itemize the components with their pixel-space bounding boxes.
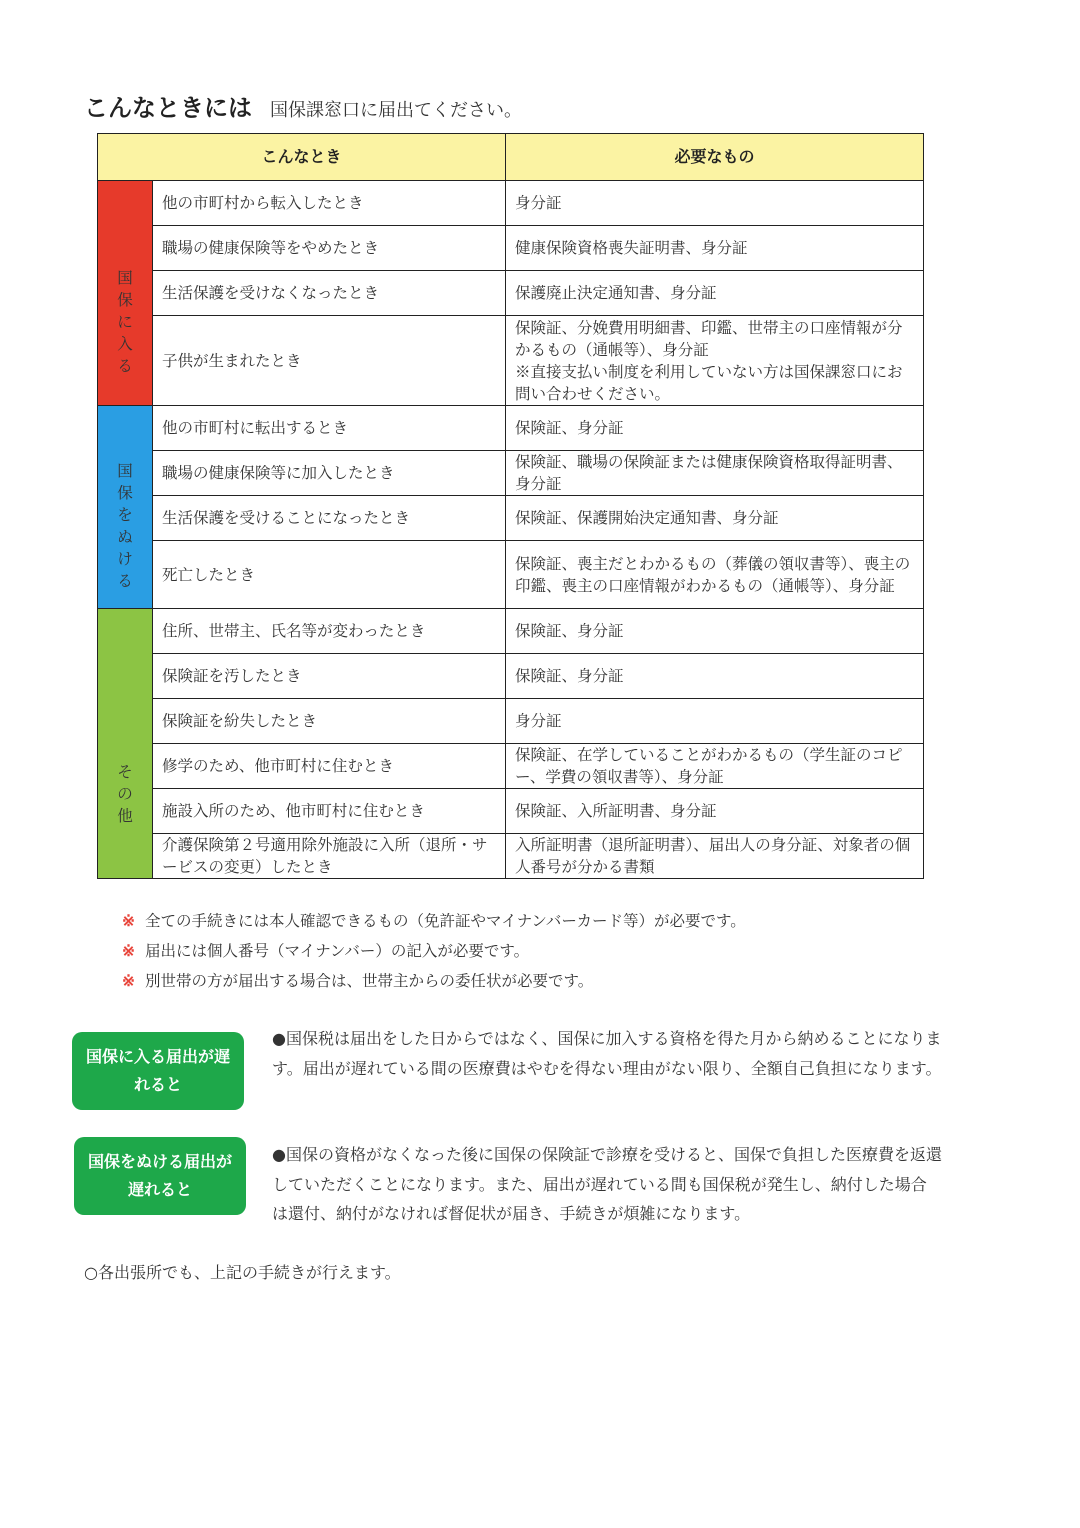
late-join-badge-label: 国保に入る届出が遅れると — [86, 1047, 231, 1094]
reference-mark-icon: ※ — [122, 971, 135, 990]
row-need: 保護廃止決定通知書、身分証 — [506, 271, 924, 316]
late-leave-badge — [74, 1137, 246, 1215]
row-when: 他の市町村から転入したとき — [153, 181, 506, 226]
row-when: 修学のため、他市町村に住むとき — [153, 744, 506, 789]
late-join-badge — [72, 1032, 244, 1110]
row-need: 保険証、身分証 — [506, 654, 924, 699]
header-need: 必要なもの — [506, 134, 924, 181]
procedure-table — [97, 133, 924, 879]
notes-list — [122, 906, 746, 996]
row-need: 保険証、在学していることがわかるもの（学生証のコピー、学費の領収書等）、身分証 — [506, 744, 924, 789]
row-need: 保険証、保護開始決定通知書、身分証 — [506, 496, 924, 541]
row-need-cell — [506, 316, 924, 406]
footer-note: ○各出張所でも、上記の手続きが行えます。 — [84, 1263, 401, 1282]
late-leave-text: ●国保の資格がなくなった後に国保の保険証で診療を受けると、国保で負担した医療費を返還していただくことになります。また、届出が遅れている間も国保税が発生し、納付した場合は還付、納付がなければ督促状が届き、手続きが煩雑になります。 — [272, 1145, 942, 1223]
row-need: 保険証、職場の保険証または健康保険資格取得証明書、身分証 — [506, 451, 924, 496]
row-need: 保険証、入所証明書、身分証 — [506, 789, 924, 834]
row-need: 身分証 — [506, 699, 924, 744]
row-when: 保険証を紛失したとき — [153, 699, 506, 744]
note-text: 別世帯の方が届出する場合は、世帯主からの委任状が必要です。 — [145, 972, 594, 990]
note-item — [122, 966, 746, 996]
page-title: こんなときには — [84, 94, 252, 122]
row-need: 保険証、喪主だとわかるもの（葬儀の領収書等）、喪主の印鑑、喪主の口座情報がわかるもの（通帳等）、身分証 — [506, 541, 924, 609]
group-other-label: その他 — [98, 609, 153, 879]
row-when: 職場の健康保険等をやめたとき — [153, 226, 506, 271]
row-when: 生活保護を受けなくなったとき — [153, 271, 506, 316]
page-subtitle: 国保課窓口に届出てください。 — [270, 100, 522, 121]
group-join-label: 国保に入る — [98, 181, 153, 406]
row-when: 他の市町村に転出するとき — [153, 406, 506, 451]
group-leave-label: 国保をぬける — [98, 406, 153, 609]
row-need: 保険証、身分証 — [506, 406, 924, 451]
row-when: 生活保護を受けることになったとき — [153, 496, 506, 541]
note-item — [122, 906, 746, 936]
reference-mark-icon: ※ — [122, 941, 135, 960]
late-join-text: ●国保税は届出をした日からではなく、国保に加入する資格を得た月から納めることになります。届出が遅れている間の医療費はやむを得ない理由がない限り、全額自己負担になります。 — [272, 1029, 942, 1078]
row-when: 子供が生まれたとき — [153, 316, 506, 406]
note-text: 届出には個人番号（マイナンバー）の記入が必要です。 — [145, 942, 530, 960]
row-when: 介護保険第２号適用除外施設に入所（退所・サービスの変更）したとき — [153, 834, 506, 879]
row-when: 職場の健康保険等に加入したとき — [153, 451, 506, 496]
row-need: 身分証 — [506, 181, 924, 226]
page-heading — [84, 88, 522, 123]
row-when: 保険証を汚したとき — [153, 654, 506, 699]
header-when: こんなとき — [98, 134, 506, 181]
row-when: 住所、世帯主、氏名等が変わったとき — [153, 609, 506, 654]
note-item — [122, 936, 746, 966]
reference-mark-icon: ※ — [122, 911, 135, 930]
row-when: 施設入所のため、他市町村に住むとき — [153, 789, 506, 834]
row-need: 保険証、分娩費用明細書、印鑑、世帯主の口座情報が分かるもの（通帳等）、身分証 — [515, 318, 903, 359]
row-need: 保険証、身分証 — [506, 609, 924, 654]
row-need-note: ※直接支払い制度を利用していない方は国保課窓口にお問い合わせください。 — [515, 362, 903, 403]
row-need: 入所証明書（退所証明書）、届出人の身分証、対象者の個人番号が分かる書類 — [506, 834, 924, 879]
late-leave-badge-label: 国保をぬける届出が遅れると — [88, 1152, 233, 1199]
row-when: 死亡したとき — [153, 541, 506, 609]
row-need: 健康保険資格喪失証明書、身分証 — [506, 226, 924, 271]
note-text: 全ての手続きには本人確認できるもの（免許証やマイナンバーカード等）が必要です。 — [145, 912, 746, 930]
